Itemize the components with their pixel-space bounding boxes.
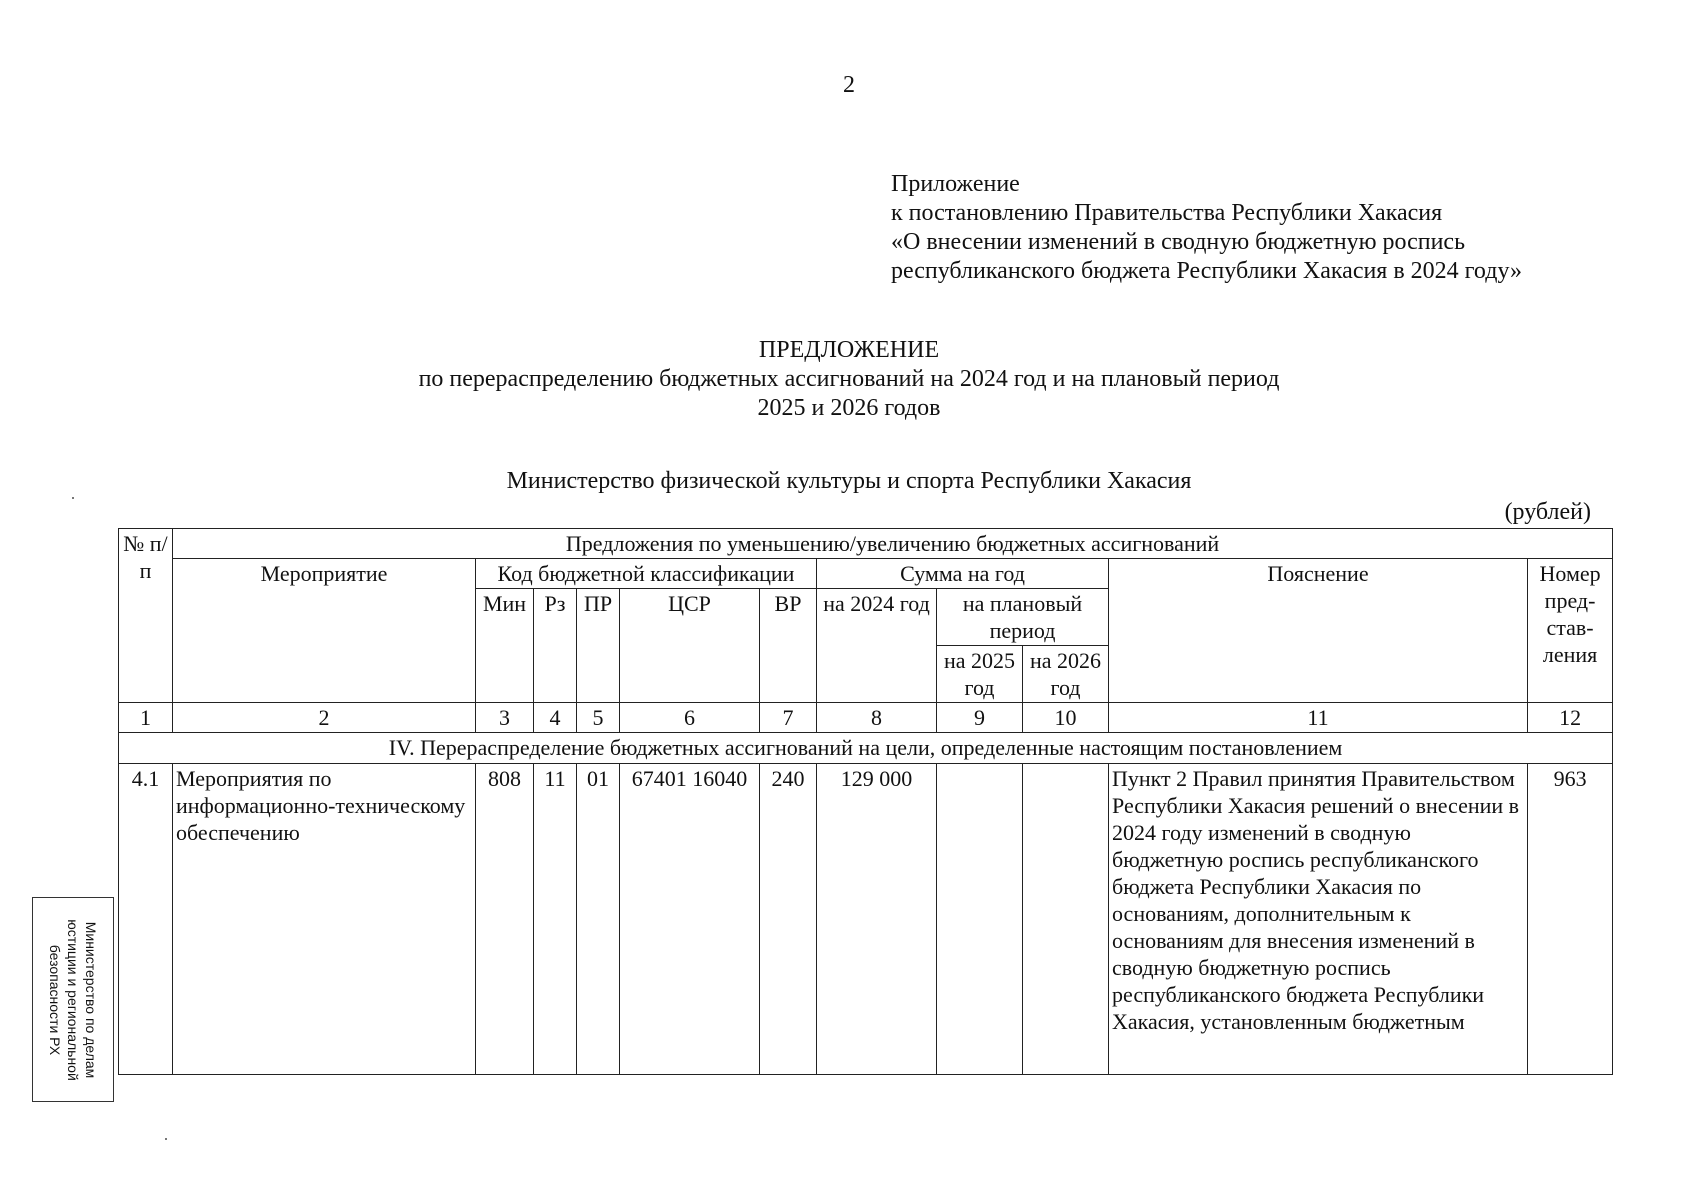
row-explanation: Пункт 2 Правил принятия Правительством Республики Хакасия решений о внесении в 2024 году изменений в сводную бюджетную роспись республиканского бюджета Республики Хакасия по основаниям, дополнительным к основаниям для внесения изменений в сводную бюджетную роспись республиканского бюджета Республики Хакасия, установленным бюджетным <box>1109 764 1528 1075</box>
header-2026: на 2026 год <box>1023 646 1109 703</box>
section-title: IV. Перераспределение бюджетных ассигнований на цели, определенные настоящим постановлением <box>119 733 1613 764</box>
header-event: Мероприятие <box>173 559 476 703</box>
stamp-line: безопасности РХ <box>47 944 63 1055</box>
page-number: 2 <box>843 72 855 98</box>
scan-speck <box>165 1138 167 1140</box>
appendix-line: «О внесении изменений в сводную бюджетную роспись <box>891 229 1466 255</box>
row-vr: 240 <box>760 764 817 1075</box>
header-planning-period: на плановый период <box>937 589 1109 646</box>
column-index: 3 <box>476 703 534 733</box>
title-line: 2025 и 2026 годов <box>757 395 941 421</box>
row-pr: 01 <box>577 764 620 1075</box>
title-heading: ПРЕДЛОЖЕНИЕ <box>758 337 940 363</box>
column-index: 9 <box>937 703 1023 733</box>
section-row <box>119 733 1613 764</box>
ministry-stamp <box>32 897 114 1102</box>
header-proposals: Предложения по уменьшению/увеличению бюджетных ассигнований <box>173 529 1613 559</box>
row-submission-number: 963 <box>1528 764 1613 1075</box>
header-explanation: Пояснение <box>1109 559 1528 703</box>
row-csr: 67401 16040 <box>620 764 760 1075</box>
row-num: 4.1 <box>119 764 173 1075</box>
table-row <box>119 764 1613 1075</box>
header-2024: на 2024 год <box>817 589 937 703</box>
column-index: 2 <box>173 703 476 733</box>
stamp-text <box>46 900 100 1100</box>
budget-table <box>118 528 1613 1075</box>
column-index: 1 <box>119 703 173 733</box>
row-2024: 129 000 <box>817 764 937 1075</box>
stamp-line: Министерство по делам <box>83 921 99 1078</box>
header-pr: ПР <box>577 589 620 703</box>
row-2025 <box>937 764 1023 1075</box>
ministry-name: Министерство физической культуры и спорта Республики Хакасия <box>506 468 1192 494</box>
appendix-block <box>891 170 1522 286</box>
column-index: 4 <box>534 703 577 733</box>
column-index-row <box>119 703 1613 733</box>
header-code: Код бюджетной классификации <box>476 559 817 589</box>
column-index: 5 <box>577 703 620 733</box>
row-rz: 11 <box>534 764 577 1075</box>
column-index: 11 <box>1109 703 1528 733</box>
row-2026 <box>1023 764 1109 1075</box>
header-submission-number: Номер пред-став-ления <box>1528 559 1613 703</box>
header-vr: ВР <box>760 589 817 703</box>
column-index: 8 <box>817 703 937 733</box>
header-rz: Рз <box>534 589 577 703</box>
appendix-line: республиканского бюджета Республики Хакасия в 2024 году» <box>891 258 1523 284</box>
column-index: 12 <box>1528 703 1613 733</box>
row-min: 808 <box>476 764 534 1075</box>
scan-speck <box>72 497 74 499</box>
header-sum: Сумма на год <box>817 559 1109 589</box>
appendix-line: Приложение <box>891 171 1020 197</box>
row-event: Мероприятия по информационно-техническому обеспечению <box>173 764 476 1075</box>
column-index: 6 <box>620 703 760 733</box>
units-label: (рублей) <box>1504 499 1591 525</box>
appendix-line: к постановлению Правительства Республики Хакасия <box>891 200 1443 226</box>
header-num: № п/п <box>119 529 173 703</box>
header-csr: ЦСР <box>620 589 760 703</box>
stamp-line: юстиции и региональной <box>65 918 81 1081</box>
column-index: 7 <box>760 703 817 733</box>
column-index: 10 <box>1023 703 1109 733</box>
title-line: по перераспределению бюджетных ассигнований на 2024 год и на плановый период <box>418 366 1280 392</box>
document-title <box>0 336 1698 423</box>
header-2025: на 2025 год <box>937 646 1023 703</box>
header-min: Мин <box>476 589 534 703</box>
